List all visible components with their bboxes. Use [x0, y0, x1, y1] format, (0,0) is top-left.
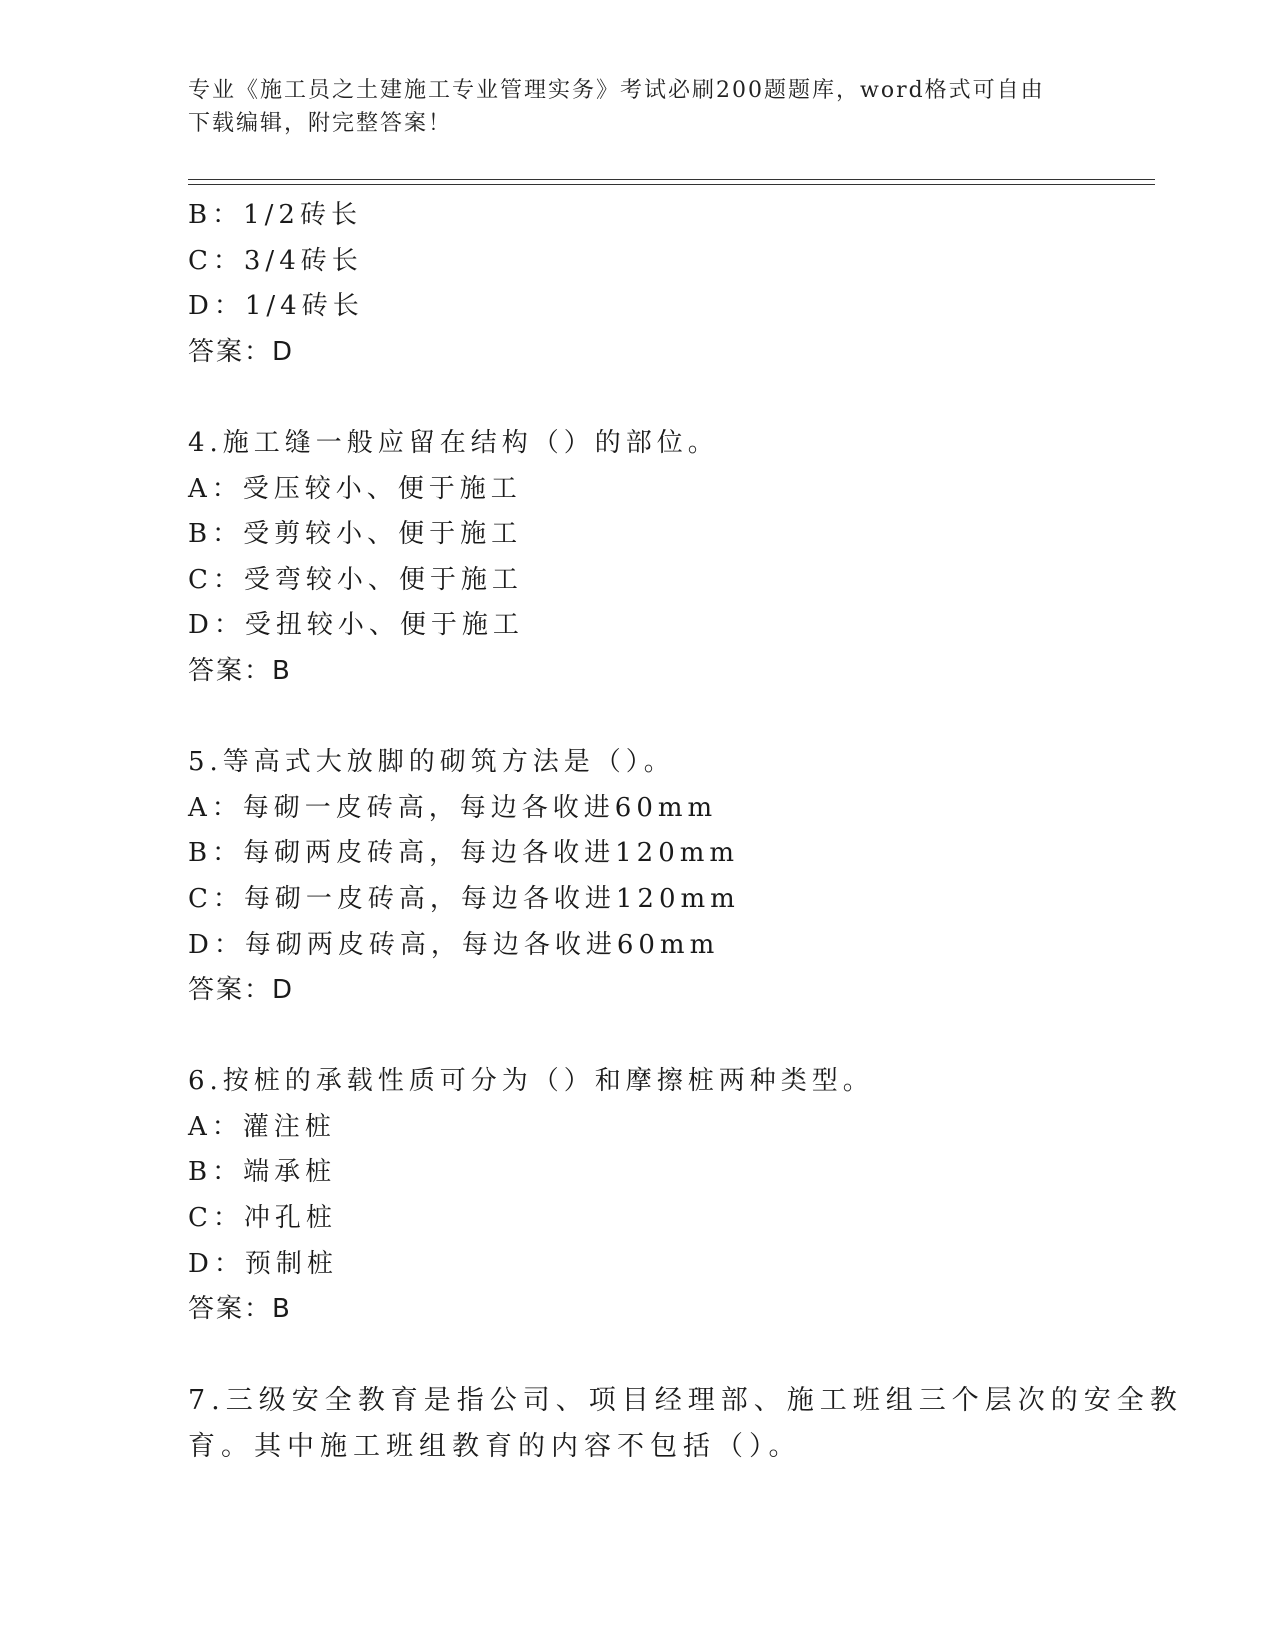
question-list [188, 193, 1183, 1470]
option-c: C：3/4砖长 [188, 245, 363, 276]
spacer [188, 375, 1088, 421]
question-4 [188, 421, 1088, 695]
header-line-2: 下载编辑，附完整答案！ [188, 111, 453, 136]
option-c: C：每砌一皮砖高，每边各收进120mm [188, 883, 740, 914]
question-7 [188, 1378, 1183, 1469]
option-a: A：受压较小、便于施工 [188, 473, 522, 504]
question-6 [188, 1059, 1088, 1333]
spacer [188, 695, 1088, 741]
question-stem: 6.按桩的承载性质可分为（）和摩擦桩两种类型。 [188, 1066, 874, 1097]
spacer [188, 1333, 1088, 1379]
header-line-1: 专业《施工员之土建施工专业管理实务》考试必刷200题题库，word格式可自由 [188, 78, 1045, 103]
option-b: B：受剪较小、便于施工 [188, 519, 523, 550]
option-b: B：每砌两皮砖高，每边各收进120mm [188, 838, 740, 869]
question-3-tail [188, 193, 1088, 375]
option-d: D：每砌两皮砖高，每边各收进60mm [188, 929, 720, 960]
question-stem-line-1: 7.三级安全教育是指公司、项目经理部、施工班组三个层次的安全教 [188, 1385, 1183, 1417]
option-d: D：1/4砖长 [188, 291, 364, 322]
question-stem: 5.等高式大放脚的砌筑方法是（）。 [188, 747, 675, 778]
answer: 答案：B [188, 1294, 292, 1325]
option-c: C：冲孔桩 [188, 1203, 337, 1234]
option-b: B：端承桩 [188, 1157, 337, 1188]
option-a: A：灌注桩 [188, 1111, 336, 1142]
question-stem: 4.施工缝一般应留在结构（）的部位。 [188, 427, 719, 458]
option-b: B：1/2砖长 [188, 200, 362, 230]
answer: 答案：D [188, 975, 295, 1006]
spacer [188, 1014, 1088, 1060]
option-a: A：每砌一皮砖高，每边各收进60mm [188, 792, 718, 823]
option-c: C：受弯较小、便于施工 [188, 564, 523, 595]
answer: 答案：D [188, 336, 295, 367]
option-d: D：受扭较小、便于施工 [188, 610, 524, 641]
question-5 [188, 740, 1088, 1014]
answer: 答案：B [188, 655, 292, 686]
document-header [188, 74, 1068, 140]
header-divider-top [188, 179, 1155, 180]
option-d: D：预制桩 [188, 1248, 338, 1279]
question-stem-line-2: 育。其中施工班组教育的内容不包括（）。 [188, 1431, 802, 1463]
header-divider-bottom [188, 184, 1155, 185]
